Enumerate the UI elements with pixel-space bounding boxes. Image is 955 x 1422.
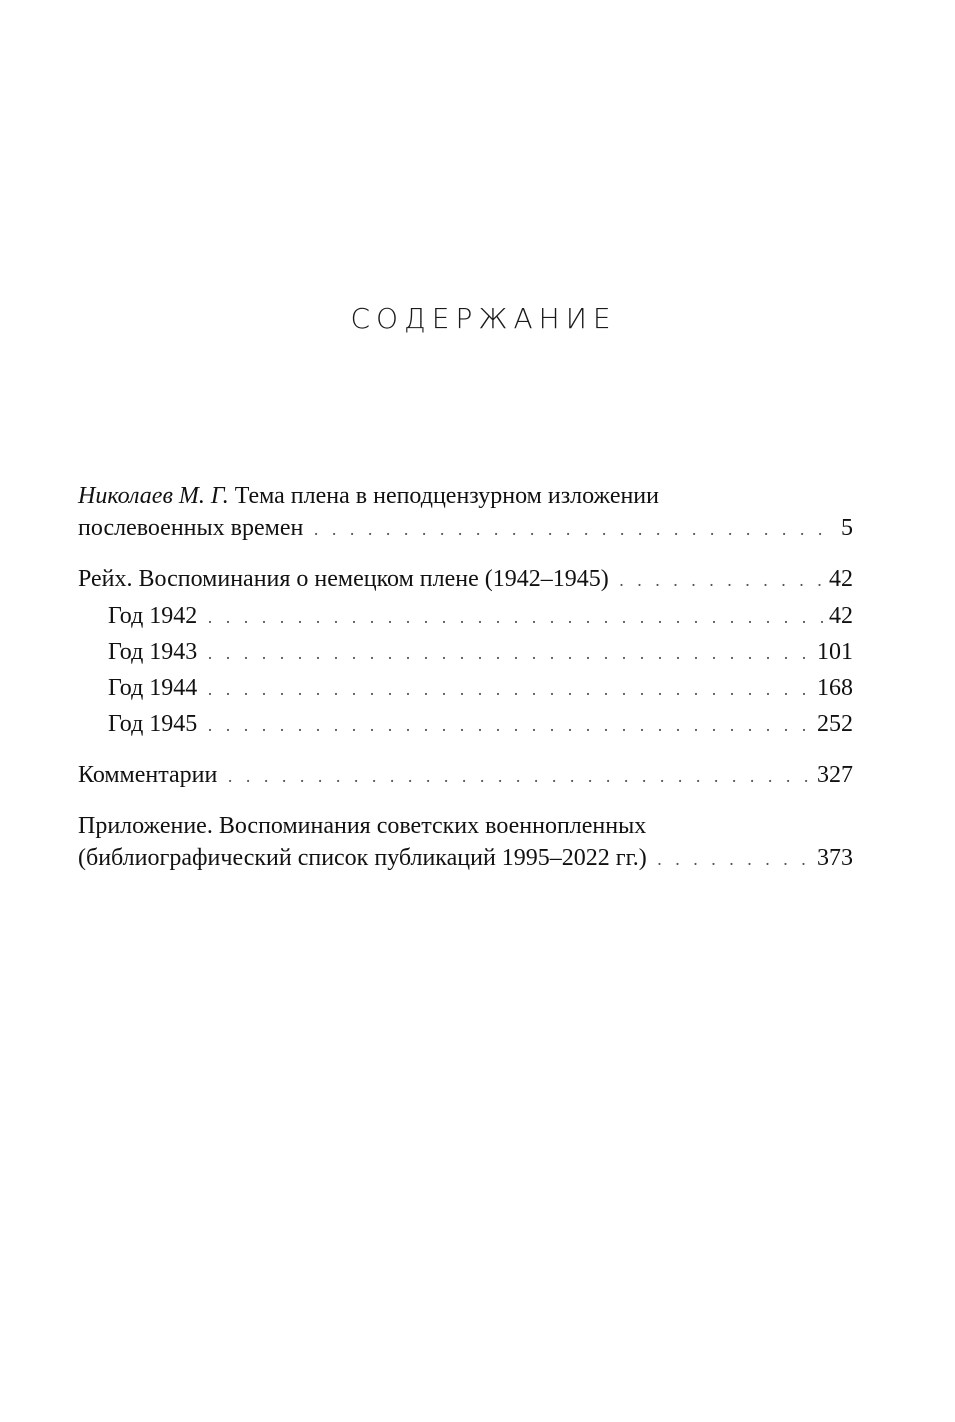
toc-entry-title-line1: Приложение. Воспоминания советских военнопленных <box>78 813 647 839</box>
toc-page-number: 42 <box>829 566 853 592</box>
toc-subentry-title: Год 1943 <box>108 639 198 665</box>
toc-entry-title: Рейх. Воспоминания о немецком плене (1942–1945) <box>78 566 609 592</box>
toc-subentry-title: Год 1945 <box>108 711 198 737</box>
toc-page-number: 101 <box>817 639 853 665</box>
toc-page-number: 327 <box>817 762 853 788</box>
toc-subentry-1943 <box>78 636 853 669</box>
toc-entry-author: Николаев М. Г. <box>78 483 229 509</box>
page-title: СОДЕРЖАНИЕ <box>350 302 617 335</box>
toc-subentry-title: Год 1944 <box>108 675 198 701</box>
toc-page-number: 373 <box>817 845 853 871</box>
dot-leader <box>223 760 813 792</box>
toc-page-number: 168 <box>817 675 853 701</box>
toc-subentry-1942 <box>78 600 853 633</box>
dot-leader <box>615 564 825 596</box>
toc-entry-title-line2: (библиографический список публикаций 1995–2022 гг.) <box>78 845 647 871</box>
dot-leader <box>203 709 813 741</box>
toc-entry-title: Комментарии <box>78 762 218 788</box>
toc-entry-reich <box>78 563 853 741</box>
toc-subentry-1945 <box>78 708 853 741</box>
toc-page-number: 42 <box>829 603 853 629</box>
dot-leader <box>203 673 813 705</box>
toc-page-number: 252 <box>817 711 853 737</box>
dot-leader <box>653 843 813 875</box>
dot-leader <box>203 601 825 633</box>
toc-entry-comments <box>78 759 853 792</box>
dot-leader <box>309 513 829 545</box>
toc-entry-introduction <box>78 480 853 545</box>
toc-entry-title-line1: Тема плена в неподцензурном изложении <box>234 483 659 509</box>
toc-page-number: 5 <box>841 515 853 541</box>
toc-subentries <box>78 600 853 741</box>
toc-subentry-1944 <box>78 672 853 705</box>
dot-leader <box>203 637 813 669</box>
toc-subentry-title: Год 1942 <box>108 603 198 629</box>
toc-entry-title-line2: послевоенных времен <box>78 515 304 541</box>
toc-entry-appendix <box>78 810 853 875</box>
table-of-contents <box>78 480 853 875</box>
